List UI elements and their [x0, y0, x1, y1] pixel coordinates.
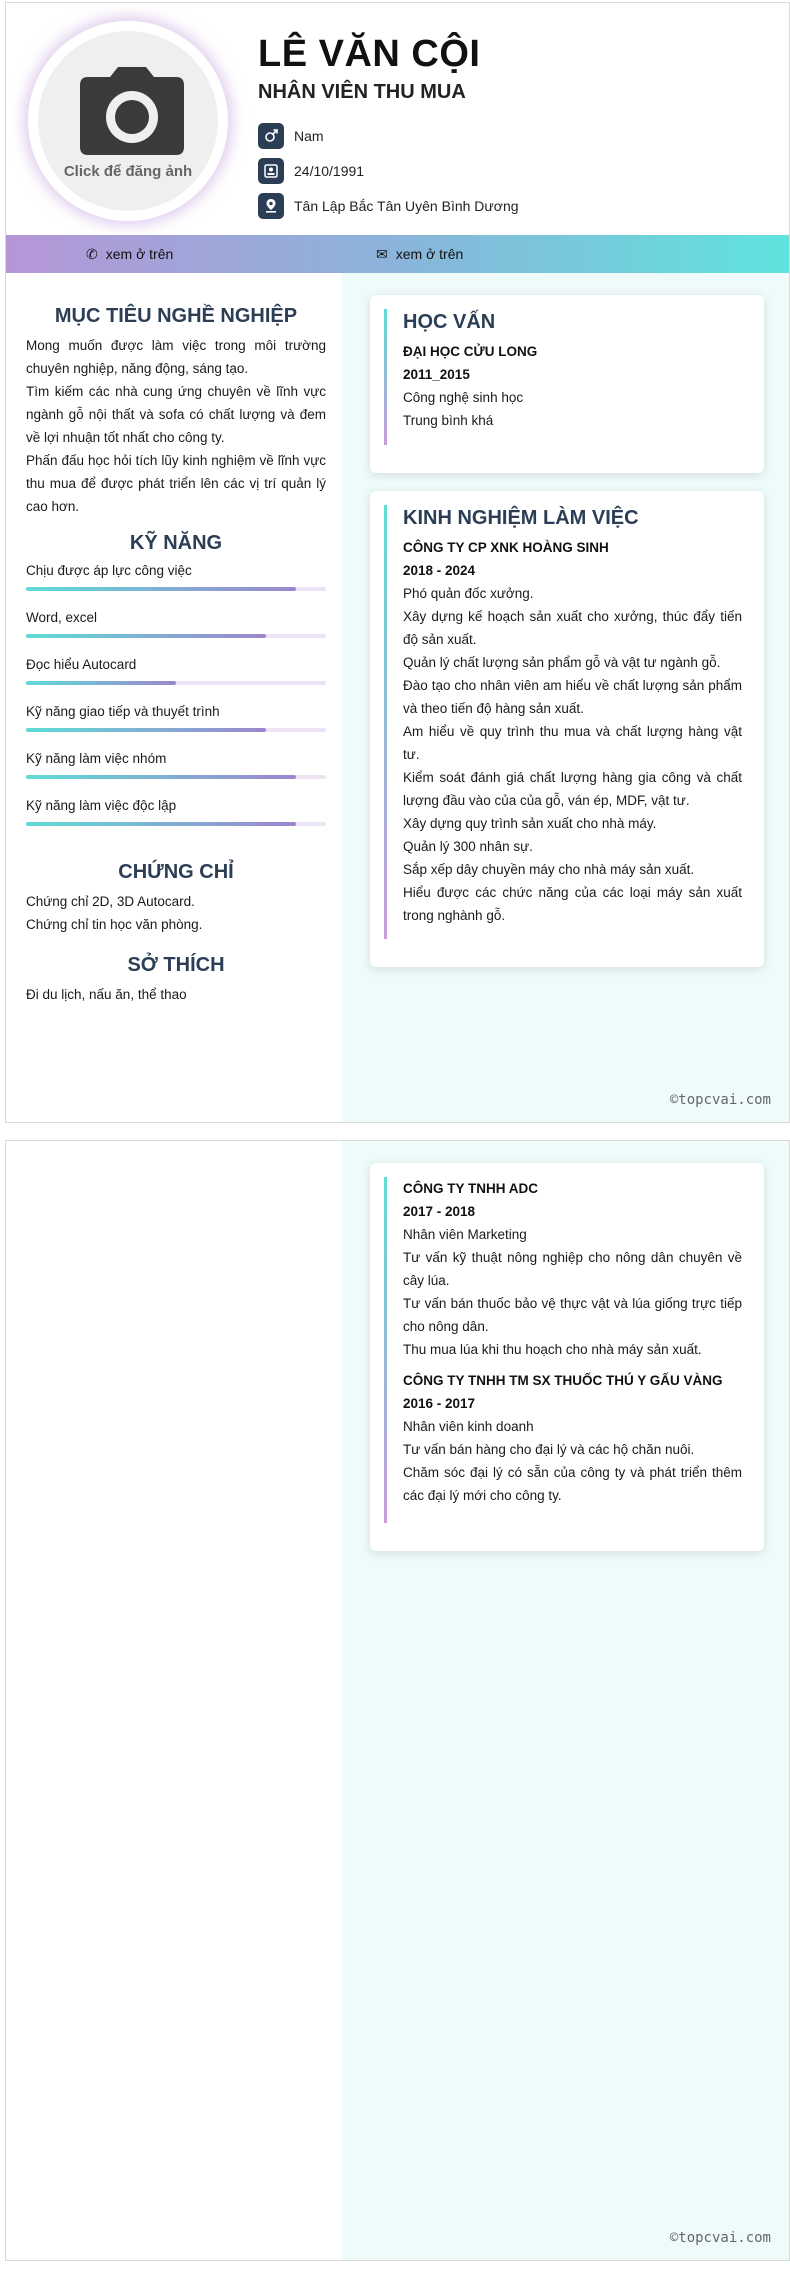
skill-level-fill: [26, 634, 266, 638]
skill-name: Word, excel: [26, 610, 98, 625]
job-description-line: Xây dựng kế hoạch sản xuất cho xưởng, thúc đẩy tiến độ sản xuất.: [403, 609, 742, 647]
skill-level-fill: [26, 587, 296, 591]
left-column: [26, 291, 326, 1006]
objective-line: Mong muốn được làm việc trong môi trường chuyên nghiệp, năng động, sáng tạo.: [26, 338, 326, 376]
watermark: ©topcvai.com: [669, 1092, 771, 1108]
job-entry: [403, 1177, 742, 1361]
certificate-line: Chứng chỉ tin học văn phòng.: [26, 917, 203, 932]
location-pin-icon: [258, 193, 284, 219]
avatar-upload-caption: Click để đăng ảnh: [63, 163, 193, 180]
company-name: CÔNG TY CP XNK HOÀNG SINH: [403, 540, 609, 555]
education-title: HỌC VẤN: [403, 311, 496, 333]
address-value: Tân Lập Bắc Tân Uyên Bình Dương: [294, 198, 519, 214]
job-title: NHÂN VIÊN THU MUA: [258, 81, 466, 103]
objective-text: [26, 334, 326, 518]
skill-level-fill: [26, 822, 296, 826]
skill-level-bar: [26, 775, 326, 779]
skill-level-bar: [26, 587, 326, 591]
watermark: ©topcvai.com: [669, 2230, 771, 2246]
avatar[interactable]: [38, 31, 218, 211]
skill-level-bar: [26, 681, 326, 685]
cv-page-2: [5, 1140, 790, 2261]
education-period: 2011_2015: [403, 367, 470, 382]
address-row: [258, 193, 519, 219]
id-card-icon: [258, 158, 284, 184]
job-period: 2017 - 2018: [403, 1204, 476, 1219]
skill-level-fill: [26, 681, 176, 685]
skill-item: [26, 702, 326, 745]
job-description-line: Tư vấn kỹ thuật nông nghiệp cho nông dân chuyên về cây lúa.: [403, 1250, 742, 1288]
objective-title: MỤC TIÊU NGHỀ NGHIỆP: [54, 305, 298, 327]
skills-title: KỸ NĂNG: [129, 532, 223, 554]
certificates-text: [26, 890, 326, 936]
skill-item: [26, 561, 326, 604]
skill-item: [26, 796, 326, 839]
candidate-name: LÊ VĂN CỘI: [258, 33, 481, 75]
skill-name: Chịu được áp lực công việc: [26, 563, 192, 578]
skill-level-bar: [26, 634, 326, 638]
envelope-icon: ✉: [376, 245, 388, 262]
education-grade: Trung bình khá: [403, 413, 494, 428]
job-entry: [403, 1369, 742, 1507]
phone-value: xem ở trên: [105, 246, 174, 262]
birthday-row: [258, 158, 364, 184]
job-description-line: Hiểu được các chức năng của các loại máy sản xuất trong nghành gỗ.: [403, 885, 742, 923]
contact-email[interactable]: [376, 235, 463, 273]
company-name: CÔNG TY TNHH ADC: [403, 1181, 538, 1196]
camera-icon: [80, 67, 184, 155]
skill-item: [26, 608, 326, 651]
skill-item: [26, 749, 326, 792]
experience-title: KINH NGHIỆM LÀM VIỆC: [403, 507, 639, 529]
job-description-line: Tư vấn bán thuốc bảo vệ thực vật và lúa giống trực tiếp cho nông dân.: [403, 1296, 742, 1334]
skill-name: Kỹ năng giao tiếp và thuyết trình: [26, 704, 220, 719]
cv-page-1: [5, 2, 790, 1123]
job-period: 2018 - 2024: [403, 563, 476, 578]
skill-level-bar: [26, 728, 326, 732]
company-name: CÔNG TY TNHH TM SX THUỐC THÚ Y GẤU VÀNG: [403, 1373, 723, 1388]
education-major: Công nghệ sinh học: [403, 390, 524, 405]
education-card: [370, 295, 764, 473]
birthday-value: 24/10/1991: [294, 163, 365, 179]
hobbies-text: Đi du lịch, nấu ăn, thể thao: [26, 987, 187, 1002]
gender-value: Nam: [294, 128, 324, 144]
avatar-upload[interactable]: [28, 21, 228, 221]
job-description-line: Quản lý chất lượng sản phẩm gỗ và vật tư ngành gỗ.: [403, 655, 721, 670]
job-description-line: Xây dựng quy trình sản xuất cho nhà máy.: [403, 816, 657, 831]
job-description-line: Phó quản đốc xưởng.: [403, 586, 534, 601]
skill-item: [26, 655, 326, 698]
job-description-line: Chăm sóc đại lý có sẵn của công ty và phát triển thêm các đại lý mới cho công ty.: [403, 1465, 742, 1503]
job-description-line: Nhân viên kinh doanh: [403, 1419, 534, 1434]
skill-level-fill: [26, 775, 296, 779]
job-description-line: Tư vấn bán hàng cho đại lý và các hộ chăn nuôi.: [403, 1442, 695, 1457]
job-description-line: Sắp xếp dây chuyền máy cho nhà máy sản xuất.: [403, 862, 695, 877]
skill-level-bar: [26, 822, 326, 826]
job-description-line: Quản lý 300 nhân sự.: [403, 839, 533, 854]
job-description-line: Kiểm soát đánh giá chất lượng hàng gia công và chất lượng đầu vào của của gỗ, ván ép, MDF, vật tư.: [403, 770, 742, 808]
phone-icon: ✆: [86, 245, 98, 262]
certificates-title: CHỨNG CHỈ: [118, 861, 234, 883]
experience-card-continued: [370, 1163, 764, 1551]
job-period: 2016 - 2017: [403, 1396, 476, 1411]
gender-icon: [258, 123, 284, 149]
skill-name: Đọc hiểu Autocard: [26, 657, 137, 672]
job-entry: [403, 536, 742, 927]
gender-row: [258, 123, 324, 149]
certificate-line: Chứng chỉ 2D, 3D Autocard.: [26, 894, 195, 909]
experience-card: [370, 491, 764, 967]
school-name: ĐẠI HỌC CỬU LONG: [403, 344, 538, 359]
skills-list: [26, 561, 326, 839]
job-description-line: Nhân viên Marketing: [403, 1227, 527, 1242]
email-value: xem ở trên: [395, 246, 464, 262]
objective-line: Tìm kiếm các nhà cung ứng chuyên về lĩnh vực ngành gỗ nội thất và sofa có chất lượng và đem về lợi nhuận tốt nhất cho công ty.: [26, 384, 326, 445]
job-description-line: Am hiểu về quy trình thu mua và chất lượng hàng vật tư.: [403, 724, 742, 762]
contact-phone[interactable]: [86, 235, 173, 273]
hobbies-title: SỞ THÍCH: [127, 954, 225, 976]
contact-bar: [6, 235, 790, 273]
skill-level-fill: [26, 728, 266, 732]
skill-name: Kỹ năng làm việc độc lập: [26, 798, 177, 813]
objective-line: Phấn đấu học hỏi tích lũy kinh nghiệm về lĩnh vực thu mua để được phát triển lên các vị trí quản lý cao hơn.: [26, 453, 326, 514]
skill-name: Kỹ năng làm việc nhóm: [26, 751, 167, 766]
job-description-line: Thu mua lúa khi thu hoạch cho nhà máy sản xuất.: [403, 1342, 702, 1357]
job-description-line: Đào tạo cho nhân viên am hiểu về chất lượng sản phẩm và theo tiến độ hàng sản xuất.: [403, 678, 742, 716]
